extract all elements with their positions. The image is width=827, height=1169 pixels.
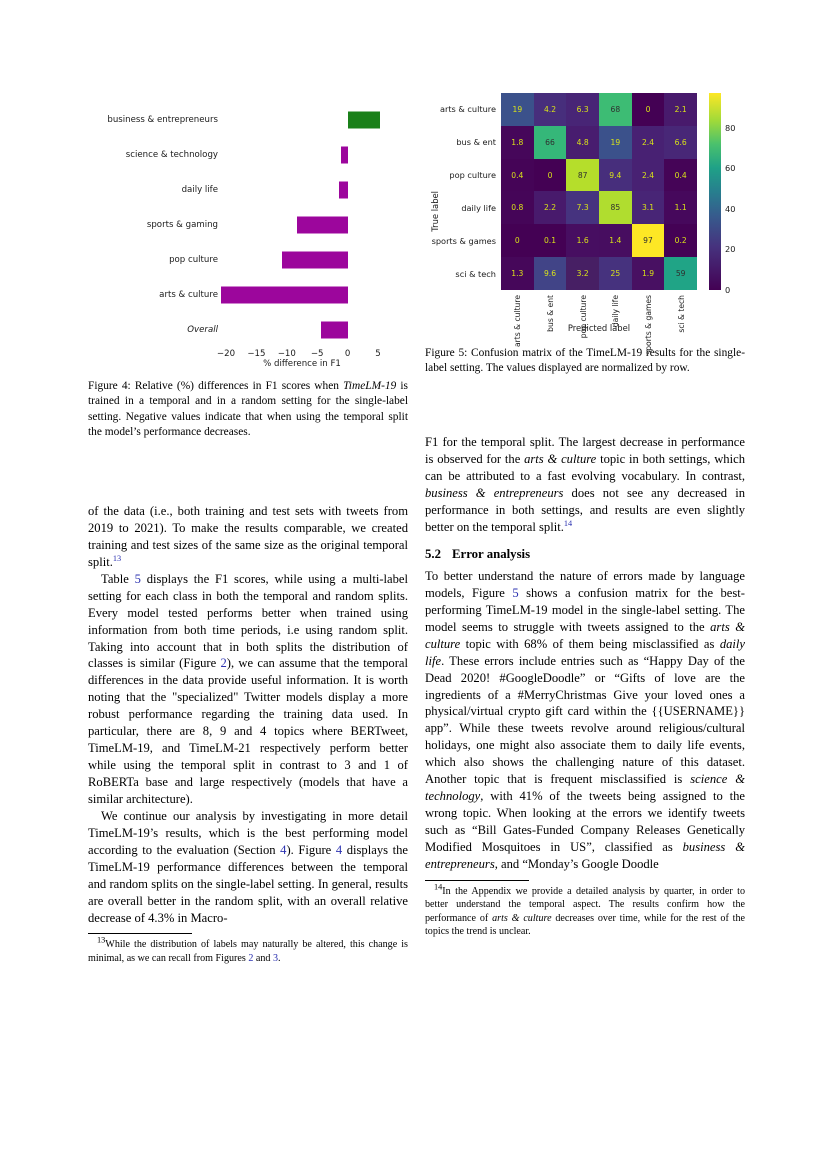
figure-5-cell: 7.3: [566, 191, 599, 224]
figure-5-row-label: sci & tech: [455, 268, 496, 279]
figure-4-category-label: daily life: [181, 184, 218, 195]
figure-5-y-axis-label: True label: [430, 191, 440, 232]
right-par2-e: , with 41% of the tweets being assigned to the wrong topic. When looking at the errors we identify tweets such as “Bill Gates-Funded Company Releases Genetically Modified Mosquitoes in US”, classified as: [425, 789, 745, 854]
left-par3-b: ). Figure: [286, 842, 336, 857]
figure-4-bar-row: [125, 137, 378, 172]
left-par3-c: displays the TimeLM-19 performance differences between the temporal and random splits on the single-label setting. In general, results are overall better in the random split, with an overall relative decrease of 4.3% in Macro-: [88, 842, 408, 925]
section-title: Error analysis: [452, 546, 531, 561]
right-paragraph-2: [425, 568, 745, 873]
figure-4-category-label: science & technology: [125, 149, 218, 160]
figure-5-column-label: pop culture: [578, 295, 588, 339]
footnote-14-b: decreases over time, while for the rest of the topics the trend is unclear.: [425, 912, 745, 938]
figure-5-cell: 0: [632, 93, 665, 126]
right-paragraph-1: [425, 434, 745, 536]
figure-4-x-tick: −20: [216, 349, 236, 359]
figure-5-cell: 4.8: [566, 126, 599, 159]
figure-4-caption-text-a: Relative (%) differences in F1 scores when: [130, 380, 344, 392]
left-paragraph-2: [88, 571, 408, 808]
figure-5-cell: 1.3: [501, 257, 534, 290]
figure-4-x-tick: 5: [375, 349, 381, 359]
xref-figure-4[interactable]: 4: [335, 842, 343, 857]
figure-5-cell: 1.8: [501, 126, 534, 159]
section-number: 5.2: [425, 546, 441, 561]
figure-5-column-label: arts & culture: [513, 295, 523, 347]
figure-5-row-label: sports & games: [431, 235, 496, 246]
left-par1-text: of the data (i.e., both training and test sets with tweets from 2019 to 2021). To make the results comparable, we created training and test sizes of the same size as the original temporal split.: [88, 504, 408, 569]
figure-4-bar-row: [187, 312, 378, 347]
left-footnote-rule: [88, 933, 192, 934]
figure-4-x-tick: −10: [277, 349, 296, 359]
right-par2-c: topic with 68% of them being misclassified as: [460, 636, 720, 651]
figure-5-cell: 6.6: [664, 126, 697, 159]
figure-5-block: [425, 80, 745, 377]
left-par3-a: We continue our analysis by investigating in more detail TimeLM-19’s results, which is the best performing model according to the evaluation (Section: [88, 808, 408, 857]
figure-4-plot-area: [107, 102, 378, 347]
figure-4-x-tick: 0: [344, 349, 351, 359]
figure-5-colorbar: [709, 93, 721, 290]
figure-4-bar-row: [159, 277, 378, 312]
figure-5-caption-text: Confusion matrix of the TimeLM-19 results for the single-label setting. The values displayed are normalized by row.: [425, 347, 746, 375]
figure-5-colorbar-tick: 80: [725, 122, 736, 133]
left-column-text: [88, 503, 408, 965]
figure-4-bar-row: [146, 207, 378, 242]
figure-4-category-label: business & entrepreneurs: [107, 114, 218, 125]
right-par2-d: . These errors include entries such as “Happy Day of the Dead 2020! #GoogleDoodle” or “Gifts of love are the ingredients of a #MerryChristmas Give your loved ones a physical/virtual crypto gift card within the {{USERNAME}} app”. While these tweets revolve around religious/cultural holidays, one might also associate them to daily life events, which also shows the challenging nature of this dataset. Another topic that is frequent misclassified is: [425, 653, 745, 787]
figure-5-cell: 87: [566, 159, 599, 192]
figure-5-cell: 0.4: [664, 159, 697, 192]
right-par2-b: shows a confusion matrix for the best-performing TimeLM-19 model in the single-label setting. The model seems to struggle with tweets assigned to the: [425, 585, 745, 634]
figure-5-column-label: bus & ent: [546, 295, 555, 332]
figure-4-x-tick: −5: [310, 349, 324, 359]
right-par1-a: F1 for the temporal split. The largest decrease in performance is observed for the: [425, 435, 745, 466]
right-par1-b: topic in both settings, which can be attributed to a fast evolving vocabulary. In contrast,: [425, 451, 745, 483]
footnote-13: [88, 938, 408, 965]
figure-4-bar-row: [169, 242, 378, 277]
figure-5-colorbar-tick: 60: [725, 163, 736, 174]
right-par1-it2: business & entrepreneurs: [425, 485, 564, 500]
footnote-14: [425, 882, 745, 939]
left-paragraph-3: [88, 808, 408, 927]
figure-5-column-label: sports & games: [644, 295, 653, 355]
figure-4-category-label: Overall: [187, 324, 218, 335]
figure-4-category-label: sports & gaming: [146, 219, 218, 230]
figure-5-column-label: sci & tech: [676, 295, 686, 333]
right-par2-it1: arts & culture: [425, 619, 746, 651]
figure-5-row-label: bus & ent: [456, 137, 496, 148]
right-par2-a: To better understand the nature of errors made by language models, Figure: [425, 568, 745, 600]
right-footnote-rule: [425, 880, 529, 881]
figure-4-caption-text-b: is trained in a temporal and in a random setting for the single-label setting. Negative values indicate that when using the temporal split the model’s performance decreases.: [88, 380, 408, 438]
xref-section-4[interactable]: 4: [280, 842, 287, 857]
figure-5-colorbar-tick: 20: [725, 244, 736, 255]
right-par2-f: , and “Monday’s Google Doodle: [494, 856, 659, 871]
right-par1-c: does not see any decreased in performance in both settings, and results are even slightly better on the temporal split.: [425, 485, 746, 534]
figure-5-colorbar-tick: 0: [725, 285, 731, 295]
footnote-14-mark: 14: [434, 882, 443, 892]
figure-5-cell: 6.3: [566, 93, 599, 126]
figure-4-bar: [341, 146, 348, 163]
figure-5-cell: 0.2: [664, 224, 697, 257]
figure-4-category-label: arts & culture: [159, 289, 218, 300]
figure-4-bar: [297, 216, 347, 233]
footnote-13-a: While the distribution of labels may naturally be altered, this change is minimal, as we can recall from Figures: [88, 939, 408, 964]
figure-5-cell: 3.1: [632, 191, 665, 224]
figure-4-caption-label: Figure 4:: [88, 380, 131, 392]
figure-5-cell: 1.1: [664, 191, 697, 224]
figure-4-bar: [221, 286, 347, 303]
xref-table-5[interactable]: 5: [134, 571, 141, 586]
figure-5-x-axis-label: Predicted label: [567, 323, 631, 333]
figure-5-cell: 2.4: [632, 159, 665, 192]
figure-5-row-label: pop culture: [449, 170, 496, 181]
figure-5-cell: 3.2: [566, 257, 599, 290]
figure-5-cell: 97: [632, 224, 665, 257]
xref-figure-2-footnote[interactable]: 2: [248, 952, 254, 964]
figure-5-cell: 19: [599, 126, 632, 159]
figure-5-column-label: daily life: [611, 295, 621, 328]
figure-5-cell: 0.1: [534, 224, 567, 257]
left-par2-c: ), we can assume that the temporal differences in the data provide useful information. It is worth noting that the "specialized" Twitter models display a more robust performance regarding the training data used. In particular, there are 8, 9 and 4 topics where BERTweet, TimeLM-19, and TimeLM-21 respectively perform better while using the temporal split in contrast to 3 and 1 of RoBERTa base and large respectively (models that have a similar architecture).: [88, 656, 408, 806]
right-par2-it2: daily life: [425, 636, 745, 668]
figure-5-cell: 1.9: [632, 257, 665, 290]
figure-4-bar: [321, 321, 347, 338]
figure-5-cell: 1.6: [566, 224, 599, 257]
figure-5-cell: 9.6: [534, 257, 567, 290]
xref-figure-3-footnote[interactable]: 3: [273, 952, 279, 964]
footnote-14-a: In the Appendix we provide a detailed analysis by quarter, in order to better understand the temporal aspect. The results confirm how the performance of: [425, 885, 745, 924]
figure-4-bar: [348, 111, 381, 128]
figure-5-cell: 0: [534, 159, 567, 192]
figure-4-category-label: pop culture: [169, 254, 218, 265]
figure-5-cell: 0.8: [501, 191, 534, 224]
figure-4-caption: [88, 379, 408, 440]
figure-5-colorbar-tick: 40: [725, 203, 736, 214]
figure-5-cell: 0: [501, 224, 534, 257]
left-par2-a: Table: [101, 571, 135, 586]
figure-5-caption: [425, 346, 745, 377]
figure-5-cell: 66: [534, 126, 567, 159]
figure-5-cell: 2.1: [664, 93, 697, 126]
left-par2-b: displays the F1 scores, while using a multi-label setting for each class in both the temporal and random splits. Every model tested performs better when trained using information from both time periods, i.e using random split. Taking into account that in both splits the distribution of classes is similar (Figure: [88, 571, 408, 671]
figure-5-row-label: arts & culture: [439, 104, 496, 115]
figure-5-caption-label: Figure 5:: [425, 347, 468, 359]
figure-4-bar-row: [181, 172, 378, 207]
xref-figure-2[interactable]: 2: [220, 656, 227, 671]
figure-4-x-axis: [216, 347, 381, 359]
footnote-13-mark: 13: [97, 936, 106, 946]
figure-5-cell: 4.2: [534, 93, 567, 126]
figure-5-row-label: daily life: [461, 202, 496, 213]
figure-4-bar: [282, 251, 348, 268]
footnote-14-it1: arts & culture: [492, 912, 552, 924]
figure-5-cell: 0.4: [501, 159, 534, 192]
figure-5-cell: 9.4: [599, 159, 632, 192]
figure-5-cell: 2.4: [632, 126, 665, 159]
figure-4-bar-row: [107, 102, 378, 137]
figure-5-cell: 2.2: [534, 191, 567, 224]
figure-4-x-tick: −15: [247, 349, 266, 359]
footnote-13-c: .: [278, 952, 281, 964]
figure-5-cell: 68: [599, 93, 632, 126]
right-column-text: [425, 434, 745, 939]
figure-5-cell: 85: [599, 191, 632, 224]
xref-figure-5[interactable]: 5: [512, 585, 519, 600]
figure-5-cell: 1.4: [599, 224, 632, 257]
figure-4-block: [88, 88, 408, 440]
right-par2-it4: business & entrepreneurs: [425, 839, 745, 871]
figure-4-caption-model-name: TimeLM-19: [343, 380, 397, 392]
figure-4-bar: [339, 181, 348, 198]
figure-4-x-axis-label: % difference in F1: [263, 359, 341, 369]
section-heading-5-2: [425, 547, 745, 562]
right-par2-it3: science & technology: [425, 772, 745, 804]
footnote-ref-14[interactable]: 14: [563, 518, 573, 528]
figure-5-cell: 59: [664, 257, 697, 290]
figure-5-cell: 19: [501, 93, 534, 126]
figure-4-bar-chart: [88, 88, 408, 373]
footnote-ref-13[interactable]: 13: [112, 553, 122, 563]
right-par1-it1: arts & culture: [524, 451, 597, 466]
left-paragraph-1: [88, 503, 408, 571]
figure-5-cell: 25: [599, 257, 632, 290]
footnote-13-b: and: [253, 952, 273, 964]
